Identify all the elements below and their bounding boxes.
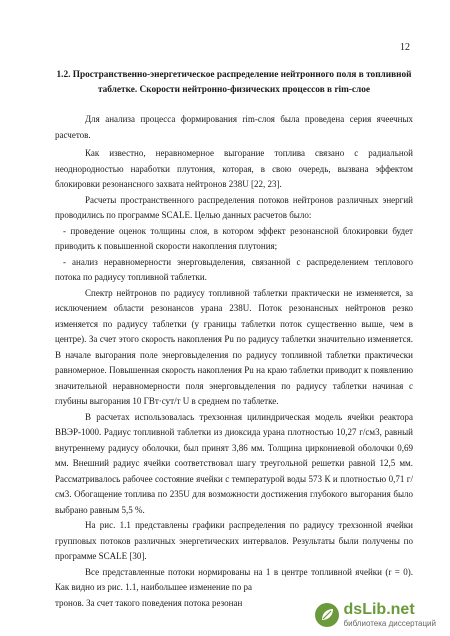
paragraph-5: В расчетах использовалась трехзонная цилиндрическая модель ячейки реактора ВВЭР-1000. Радиус топливной таблетки из диоксида урана плотностью 10,27 г/см3, равный внутреннему радиусу оболочки, был принят 3,86 мм. Толщина циркониевой оболочки 0,69 мм. Внешний радиус ячейки соответствовал шагу треугольной решетки равной 12,5 мм. Рассматривалось рабочее состояние ячейки с температурой воды 573 К и плотностью 0,71 г/см3. Обогащение топлива по 235U для возможности достижения глубокого выгорания было выбрано равным 5,5 %. bbox=[55, 411, 413, 515]
paragraph-3: Расчеты пространственного распределения потоков нейтронов различных энергий проводились по программе SCALE. Целью данных расчетов было: bbox=[55, 194, 413, 220]
leaf-logo-icon bbox=[314, 602, 340, 628]
paragraph-2: Как известно, неравномерное выгорание топлива связано с радиальной неоднородностью наработки плутония, которая, в свою очередь, вызвана эффектом блокировки резонансного захвата нейтронов 238U [22, 23]. bbox=[55, 148, 413, 189]
paragraph-4: Спектр нейтронов по радиусу топливной таблетки практически не изменяется, за исключением области резонансов урана 238U. Поток резонансных нейтронов резко изменяется по радиусу таблетки (у границы таблетки поток существенно выше, чем в центре). За счет этого скорость накопления Pu по радиусу таблетки значительно изменяется. В начале выгорания поле энерговыделения по радиусу топливной таблетки практически равномерное. Повышенная скорость накопления Pu на краю таблетки приводит к появлению значительной неравномерности поля энерговыделения по радиусу таблетки начиная с глубины выгорания 10 ГВт·сут/т U в среднем по таблетке. bbox=[55, 287, 413, 406]
dslib-watermark bbox=[310, 600, 440, 630]
watermark-brand: dsLib.net bbox=[343, 601, 415, 618]
watermark-subtitle: библиотека диссертаций bbox=[343, 619, 436, 628]
paragraph-1: Для анализа процесса формирования rim-слоя была проведена серия ячеечных расчетов. bbox=[55, 114, 413, 140]
page-number: 12 bbox=[400, 42, 410, 53]
list-item-1: - проведение оценок толщины слоя, в котором эффект резонансной блокировки будет приводить к повышенной скорости накопления плутония; bbox=[55, 225, 413, 251]
body-text bbox=[55, 112, 413, 611]
paragraph-7: Все представленные потоки нормированы на 1 в центре топливной ячейки (r = 0). Как видно из рис. 1.1, наибольшее изменение по ра bbox=[55, 566, 413, 592]
paragraph-7-continued: тронов. За счет такого поведения потока резонан bbox=[55, 597, 243, 608]
paragraph-6: На рис. 1.1 представлены графики распределения по радиусу трехзонной ячейки групповых потоков различных энергетических интервалов. Результаты были получены по программе SCALE [30]. bbox=[55, 520, 413, 561]
section-heading: 1.2. Пространственно-энергетическое распределение нейтронного поля в топливной таблетке. Скорости нейтронно-физических процессов в rim-слое bbox=[56, 70, 412, 95]
list-item-2: - анализ неравномерности энерговыделения, связанной с распределением теплового потока по радиусу топливной таблетки. bbox=[55, 256, 413, 282]
